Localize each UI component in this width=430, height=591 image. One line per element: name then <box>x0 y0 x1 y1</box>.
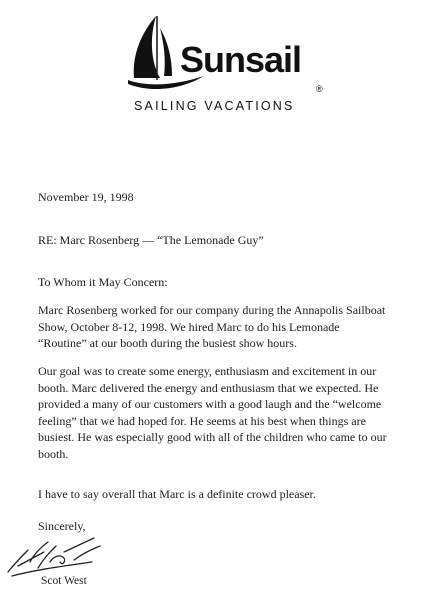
paragraph-line: feeling” that we had hoped for. He seems at his best when things are <box>38 413 366 428</box>
re-line: RE: Marc Rosenberg — “The Lemonade Guy” <box>38 233 264 247</box>
paragraph-line: Marc Rosenberg worked for our company during the Annapolis Sailboat <box>38 303 386 317</box>
paragraph-line: Our goal was to create some energy, enthusiasm and excitement in our <box>38 364 377 378</box>
paragraph-line: booth. <box>38 446 69 461</box>
paragraph-line: provided a many of our customers with a good laugh and the “welcome <box>38 397 382 411</box>
signer-name: Scot West <box>41 575 87 587</box>
sailboat-icon <box>120 14 330 98</box>
registered-mark: ® <box>316 84 323 94</box>
brand-name: Sunsail <box>180 39 302 80</box>
paragraph-line: busiest. He was especially good with all of the children who came to our <box>38 430 387 444</box>
letter-date: November 19, 1998 <box>38 190 134 204</box>
paragraph-1 <box>38 302 385 352</box>
tagline: SAILING VACATIONS <box>134 99 295 113</box>
closing: Sincerely, <box>38 519 86 533</box>
paragraph-line: Show, October 8-12, 1998. We hired Marc to do his Lemonade <box>38 319 340 334</box>
paragraph-line: “Routine” at our booth during the busiest show hours. <box>38 336 297 350</box>
salutation: To Whom it May Concern: <box>38 275 168 289</box>
paragraph-line: booth. Marc delivered the energy and enthusiasm that we expected. He <box>38 380 379 395</box>
paragraph-3: I have to say overall that Marc is a definite crowd pleaser. <box>38 487 316 501</box>
paragraph-2 <box>38 363 387 462</box>
letterhead <box>120 14 330 114</box>
